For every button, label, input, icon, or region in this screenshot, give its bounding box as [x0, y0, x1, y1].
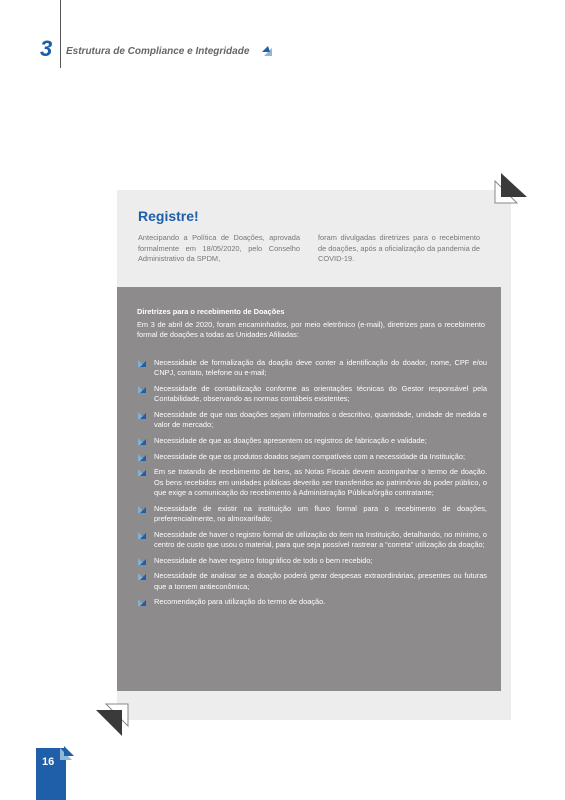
- list-item-text: Necessidade de que nas doações sejam informados o descritivo, quantidade, unidade de medida e valor de mercado;: [154, 410, 487, 430]
- list-item: [137, 530, 487, 551]
- list-item: [137, 436, 487, 446]
- list-item-text: Necessidade de haver registro fotográfico de todo o bem recebido;: [154, 555, 373, 565]
- corner-triangle-icon: [493, 171, 527, 205]
- corner-triangle-icon: [96, 702, 130, 736]
- list-item-text: Necessidade de existir na instituição um fluxo formal para o recebimento de doações, preferencialmente, no almoxarifado;: [154, 503, 487, 523]
- guidelines-title: Diretrizes para o recebimento de Doações: [137, 307, 285, 316]
- list-item-text: Necessidade de haver o registro formal de utilização do item na Instituição, detalhando, no mínimo, o centro de custo que usou o material, para que seja possível rastrear a “correta” utilização da doação;: [154, 529, 487, 549]
- list-item-text: Recomendação para utilização do termo de doação.: [154, 597, 326, 607]
- list-item-text: Necessidade de analisar se a doação poderá gerar despesas extraordinárias, presentes ou futuras que a tornem antieconômica;: [154, 571, 487, 591]
- list-item-text: Necessidade de que os produtos doados sejam compatíveis com a necessidade da Instituição;: [154, 451, 466, 461]
- triangle-logo-icon: [262, 46, 274, 58]
- list-item: [137, 571, 487, 592]
- chapter-number: 3: [40, 36, 53, 61]
- page-number: 16: [42, 756, 55, 768]
- triangle-bullet-icon: [137, 437, 147, 446]
- list-item: [137, 384, 487, 405]
- list-item: [137, 597, 487, 607]
- triangle-logo-icon: [60, 746, 74, 760]
- intro-right-column: foram divulgadas diretrizes para o recebimento de doações, após a oficialização da pandemia de COVID-19.: [318, 233, 480, 264]
- list-item-text: Necessidade de formalização da doação deve conter a identificação do doador, nome, CPF e/ou CNPJ, contato, telefone ou e-mail;: [154, 358, 487, 378]
- list-item: [137, 504, 487, 525]
- intro-left-column: Antecipando a Política de Doações, aprovada formalmente em 18/05/2020, pelo Conselho Administrativo da SPDM,: [138, 233, 300, 264]
- triangle-bullet-icon: [137, 598, 147, 607]
- triangle-bullet-icon: [137, 453, 147, 462]
- card-title: Registre!: [138, 208, 199, 224]
- chapter-title: Estrutura de Compliance e Integridade: [66, 46, 250, 57]
- list-item-text: Necessidade de contabilização conforme as orientações técnicas do Gestor responsável pela Contabilidade, observando as normas contábeis existentes;: [154, 384, 487, 404]
- list-item-text: Necessidade de que as doações apresentem os registros de fabricação e validade;: [154, 436, 427, 445]
- triangle-bullet-icon: [137, 385, 147, 394]
- list-item-text: Em se tratando de recebimento de bens, as Notas Fiscais devem acompanhar o termo de doação. Os bens recebidos em unidades públicas deverão ser transferidos ao patrimônio do poder público, o que exige a comunicação do recebimento à Administração Pública/órgão contratante;: [154, 467, 487, 497]
- list-item: [137, 410, 487, 431]
- triangle-bullet-icon: [137, 359, 147, 368]
- guidelines-list: [137, 358, 487, 613]
- guidelines-intro: Em 3 de abril de 2020, foram encaminhados, por meio eletrônico (e-mail), diretrizes para o recebimento formal de doações a todas as Unidades Afiliadas:: [137, 320, 485, 340]
- triangle-bullet-icon: [137, 468, 147, 477]
- list-item: [137, 358, 487, 379]
- list-item: [137, 467, 487, 498]
- triangle-bullet-icon: [137, 411, 147, 420]
- list-item: [137, 452, 487, 462]
- triangle-bullet-icon: [137, 557, 147, 566]
- triangle-bullet-icon: [137, 505, 147, 514]
- list-item: [137, 556, 487, 566]
- triangle-bullet-icon: [137, 572, 147, 581]
- triangle-bullet-icon: [137, 531, 147, 540]
- header-divider: [60, 0, 61, 68]
